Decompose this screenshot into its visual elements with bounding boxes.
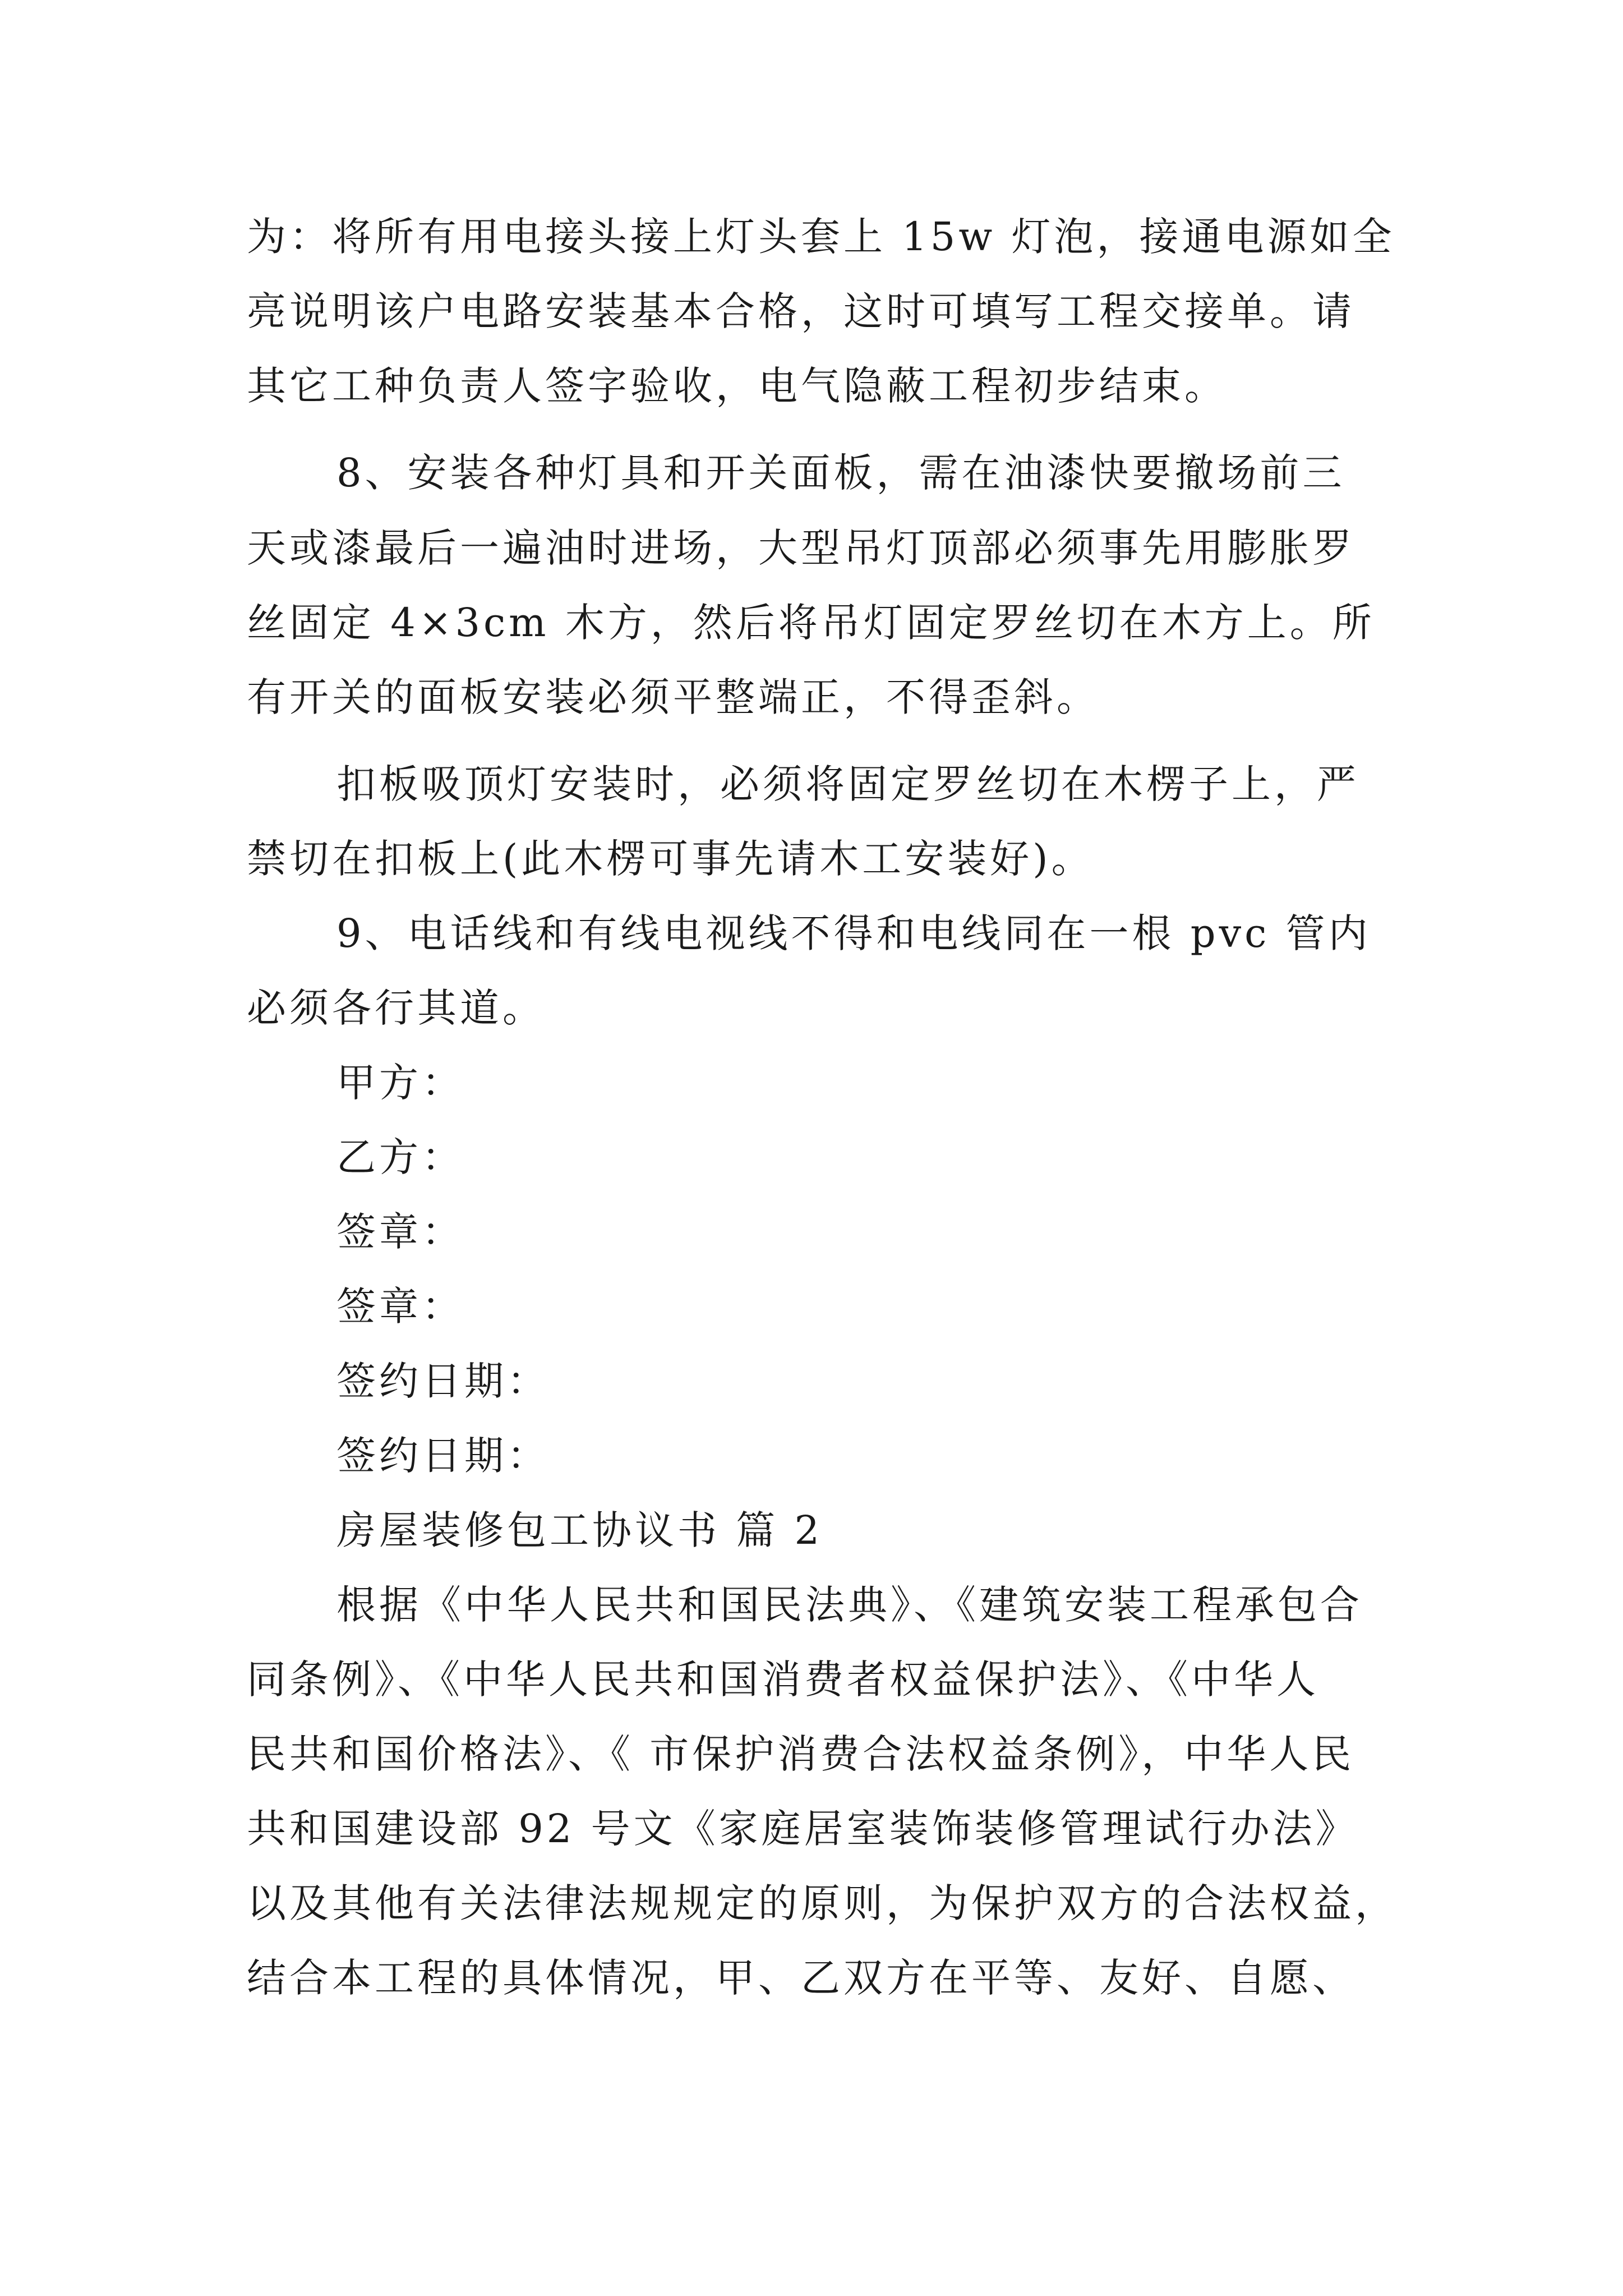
text-line: 同条例》、《中华人民共和国消费者权益保护法》、《中华人 bbox=[247, 1657, 1319, 1703]
party-b-label: 乙方： bbox=[336, 1134, 464, 1180]
text-line: 其它工种负责人签字验收，电气隐蔽工程初步结束。 bbox=[247, 363, 1227, 409]
sign-date-label: 签约日期： bbox=[336, 1358, 550, 1404]
signature-label: 签章： bbox=[336, 1283, 464, 1329]
text-line: 为：将所有用电接头接上灯头套上 15w 灯泡，接通电源如全 bbox=[247, 214, 1395, 260]
text-line: 亮说明该户电路安装基本合格，这时可填写工程交接单。请 bbox=[247, 288, 1355, 334]
paragraph-start-line: 扣板吸顶灯安装时，必须将固定罗丝切在木楞子上，严 bbox=[336, 761, 1359, 807]
text-line: 有开关的面板安装必须平整端正，不得歪斜。 bbox=[247, 674, 1099, 720]
text-line: 必须各行其道。 bbox=[247, 985, 545, 1031]
paragraph-start-line: 8、安装各种灯具和开关面板，需在油漆快要撤场前三 bbox=[336, 450, 1345, 496]
text-line: 天或漆最后一遍油时进场，大型吊灯顶部必须事先用膨胀罗 bbox=[247, 525, 1355, 571]
text-line: 丝固定 4×3cm 木方，然后将吊灯固定罗丝切在木方上。所 bbox=[247, 600, 1375, 646]
text-line: 民共和国价格法》、《 市保护消费合法权益条例》，中华人民 bbox=[247, 1731, 1355, 1777]
signature-label: 签章： bbox=[336, 1209, 464, 1255]
party-a-label: 甲方： bbox=[336, 1060, 464, 1106]
text-line: 结合本工程的具体情况，甲、乙双方在平等、友好、自愿、 bbox=[247, 1955, 1355, 2001]
section-heading: 房屋装修包工协议书 篇 2 bbox=[336, 1507, 823, 1553]
paragraph-start-line: 9、电话线和有线电视线不得和电线同在一根 pvc 管内 bbox=[336, 910, 1371, 956]
text-line: 禁切在扣板上(此木楞可事先请木工安装好)。 bbox=[247, 836, 1094, 882]
sign-date-label: 签约日期： bbox=[336, 1433, 550, 1479]
text-line: 以及其他有关法律法规规定的原则，为保护双方的合法权益， bbox=[247, 1880, 1398, 1926]
paragraph-start-line: 根据《中华人民共和国民法典》、《建筑安装工程承包合 bbox=[336, 1582, 1363, 1628]
text-line: 共和国建设部 92 号文《家庭居室装饰装修管理试行办法》 bbox=[247, 1806, 1358, 1852]
